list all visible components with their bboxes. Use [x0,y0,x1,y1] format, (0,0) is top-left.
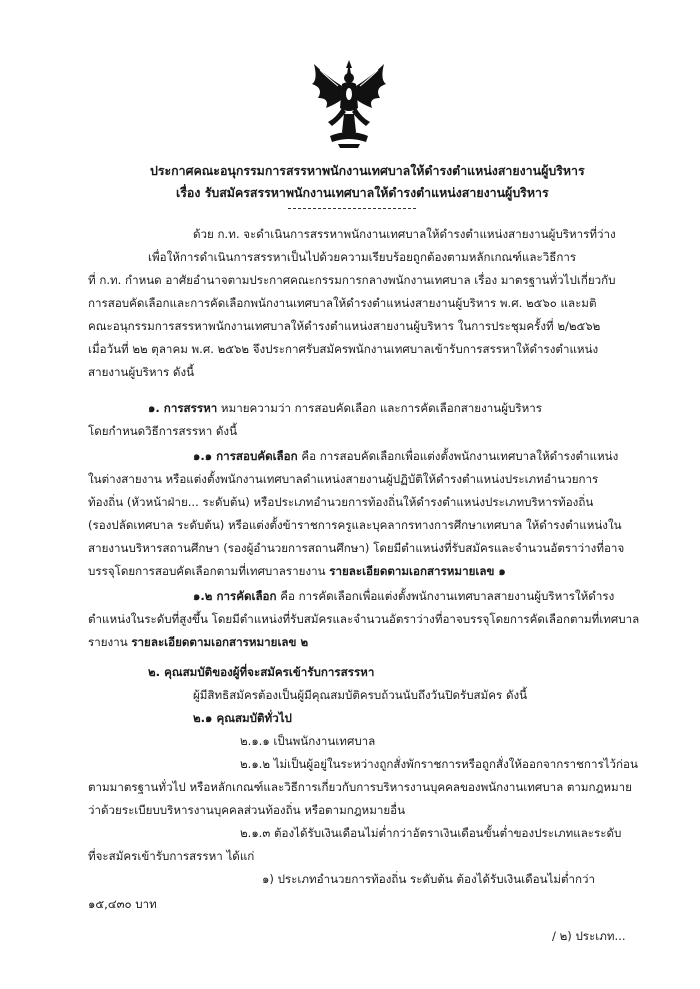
intro-line: เมื่อวันที่ ๒๒ ตุลาคม พ.ศ. ๒๕๖๒ จึงประกาศรับสมัครพนักงานเทศบาลเข้ารับการสรรหาให้ดำรงตำแหน่ง [88,342,599,356]
document-reference-1: รายละเอียดตามเอกสารหมายเลข ๑ [329,564,506,578]
section-1-heading: ๑. การสรรหา [148,401,218,415]
intro-line: การสอบคัดเลือกและการคัดเลือกพนักงานเทศบาลให้ดำรงตำแหน่งสายงานผู้บริหาร พ.ศ. ๒๕๖๐ และมติ [88,296,597,310]
section-1-1-line: ในต่างสายงาน หรือแต่งตั้งพนักงานเทศบาลดำแหน่งสายงานผู้ปฏิบัติให้ดำรงตำแหน่งประเภทอำนวยการ [88,472,599,486]
intro-line: ด้วย ก.ท. จะดำเนินการสรรหาพนักงานเทศบาลให้ดำรงตำแหน่งสายงานผู้บริหารที่ว่าง [193,227,616,241]
salary-amount: ๑๕,๔๓๐ บาท [88,897,157,911]
section-2-heading-text: ๒. คุณสมบัติของผู้ที่จะสมัครเข้ารับการสรรหา [148,665,375,679]
section-1-1-line: ท้องถิ่น (หัวหน้าฝ่าย... ระดับต้น) หรือประเภทอำนวยการท้องถิ่นให้ดำรงตำแหน่งประเภทบริหารท้องถิ่น [88,495,594,509]
section-1-line [148,400,542,416]
section-1-1-heading: ๑.๑ การสอบคัดเลือก [193,449,298,463]
section-1-2-line [193,588,614,604]
section-1-line: โดยกำหนดวิธีการสรรหา ดังนี้ [88,424,238,438]
section-1-1-line [88,563,506,579]
intro-line: คณะอนุกรรมการสรรหาพนักงานเทศบาลให้ดำรงตำแหน่งสายงานผู้บริหาร ในการประชุมครั้งที่ ๒/๒๕๖๒ [88,319,601,333]
section-1-1-text: บรรจุโดยการสอบคัดเลือกตามที่เทศบาลรายงาน [88,564,330,578]
section-1-text: หมายความว่า การสอบคัดเลือก และการคัดเลือกสายงานผู้บริหาร [217,401,542,415]
document-reference-2: รายละเอียดตามเอกสารหมายเลข ๒ [131,635,309,649]
item-2-1-2: ๒.๑.๒ ไม่เป็นผู้อยู่ในระหว่างถูกสั่งพักราชการหรือถูกสั่งให้ออกจากราชการไว้ก่อน [240,757,638,771]
item-2-1-2-line: ตามมาตรฐานทั่วไป หรือหลักเกณฑ์และวิธีการเกี่ยวกับการบริหารงานบุคคลของพนักงานเทศบาล ตามกฎหมาย [88,780,632,794]
garuda-emblem-icon [308,58,390,150]
announcement-title: ประกาศคณะอนุกรรมการสรรหาพนักงานเทศบาลให้ดำรงตำแหน่งสายงานผู้บริหาร [150,163,585,178]
section-1-2-text: คือ การคัดเลือกเพื่อแต่งตั้งพนักงานเทศบาลสายงานผู้บริหารให้ดำรง [276,589,615,603]
intro-line: ที่ ก.ท. กำหนด อาศัยอำนาจตามประกาศคณะกรรมการกลางพนักงานเทศบาล เรื่อง มาตรฐานทั่วไปเกี่ยวกับ [88,273,616,287]
section-2-line: ผู้มีสิทธิสมัครต้องเป็นผู้มีคุณสมบัติครบถ้วนนับถึงวันปิดรับสมัคร ดังนี้ [193,688,528,702]
intro-line: เพื่อให้การดำเนินการสรรหาเป็นไปด้วยความเรียบร้อยถูกต้องตามหลักเกณฑ์และวิธีการ [148,250,577,264]
section-1-1-text: คือ การสอบคัดเลือกเพื่อแต่งตั้งพนักงานเทศบาลให้ดำรงตำแหน่ง [297,449,619,463]
section-1-1-line: สายงานบริหารสถานศึกษา (รองผู้อำนวยการสถานศึกษา) โดยมีตำแหน่งที่รับสมัครและจำนวนอัตราว่างที่อาจ [88,541,625,555]
section-1-1-line [193,448,618,464]
item-2-1-1: ๒.๑.๑ เป็นพนักงานเทศบาล [240,734,376,748]
section-1-2-text: รายงาน [88,635,132,649]
section-2-heading [148,664,374,680]
announcement-subject: เรื่อง รับสมัครสรรหาพนักงานเทศบาลให้ดำรงตำแหน่งสายงานผู้บริหาร [176,185,549,200]
item-2-1-2-line: ว่าด้วยระเบียบบริหารงานบุคคลส่วนท้องถิ่น หรือตามกฎหมายอื่น [88,803,406,817]
item-2-1-3: ๒.๑.๓ ต้องได้รับเงินเดือนไม่ต่ำกว่าอัตราเงินเดือนขั้นต่ำของประเภทและระดับ [240,826,622,840]
section-1-1-line: (รองปลัดเทศบาล ระดับต้น) หรือแต่งตั้งข้าราชการครูและบุคลากรทางการศึกษาเทศบาล ให้ดำรงตำแหน่งใน [88,518,622,532]
subitem-1: ๑) ประเภทอำนวยการท้องถิ่น ระดับต้น ต้องได้รับเงินเดือนไม่ต่ำกว่า [262,872,596,886]
section-1-2-line [88,634,308,650]
section-2-1-heading-text: ๒.๑ คุณสมบัติทั่วไป [193,711,292,725]
item-2-1-3-line: ที่จะสมัครเข้ารับการสรรหา ได้แก่ [88,849,255,863]
section-1-2-heading: ๑.๒ การคัดเลือก [193,589,277,603]
continued-marker: / ๒) ประเภท... [552,929,626,943]
intro-line: สายงานผู้บริหาร ดังนี้ [88,365,195,379]
section-2-1-heading [193,710,292,726]
section-1-2-line: ตำแหน่งในระดับที่สูงขึ้น โดยมีตำแหน่งที่รับสมัครและจำนวนอัตราว่างที่อาจบรรจุโดยการคัดเลือกตามที่เทศบาล [88,612,640,626]
title-divider [288,208,416,209]
